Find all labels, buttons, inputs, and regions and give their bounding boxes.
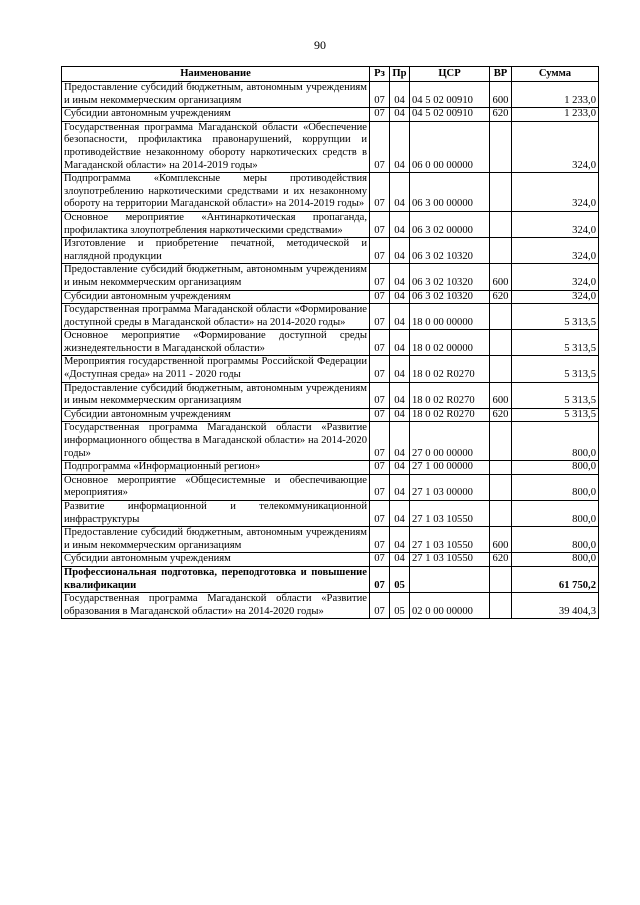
table-row: [62, 304, 599, 330]
row-vr-cell: [490, 356, 512, 382]
row-csr-cell: 18 0 00 00000: [410, 304, 490, 330]
row-csr-cell: 27 0 00 00000: [410, 422, 490, 461]
row-csr-cell: 06 0 00 00000: [410, 121, 490, 172]
row-csr-cell: 06 3 02 10320: [410, 290, 490, 304]
row-csr-cell: 04 5 02 00910: [410, 82, 490, 108]
row-rz-cell: 07: [370, 422, 390, 461]
row-csr-cell: 18 0 02 R0270: [410, 356, 490, 382]
row-pr-cell: 04: [390, 330, 410, 356]
row-rz-cell: 07: [370, 82, 390, 108]
table-row: [62, 527, 599, 553]
row-rz-cell: 07: [370, 356, 390, 382]
row-pr-cell: 04: [390, 527, 410, 553]
row-csr-cell: 27 1 03 00000: [410, 474, 490, 500]
table-row: [62, 593, 599, 619]
row-pr-cell: 04: [390, 382, 410, 408]
row-sum-cell: 800,0: [512, 527, 599, 553]
row-sum-cell: 5 313,5: [512, 356, 599, 382]
row-rz-cell: 07: [370, 304, 390, 330]
table-row: [62, 422, 599, 461]
row-rz-cell: 07: [370, 238, 390, 264]
header-rz: Рз: [370, 67, 390, 82]
row-name-cell: Подпрограмма «Комплексные меры противодействия злоупотреблению наркотическими средствами и их незаконному обороту на территории Магаданской области» на 2014-2019 годы»: [62, 173, 370, 212]
table-row: [62, 566, 599, 592]
row-vr-cell: [490, 173, 512, 212]
row-sum-cell: 800,0: [512, 553, 599, 567]
row-vr-cell: [490, 501, 512, 527]
row-sum-cell: 324,0: [512, 290, 599, 304]
row-rz-cell: 07: [370, 408, 390, 422]
row-rz-cell: 07: [370, 474, 390, 500]
row-rz-cell: 07: [370, 108, 390, 122]
row-pr-cell: 05: [390, 566, 410, 592]
row-sum-cell: 39 404,3: [512, 593, 599, 619]
table-row: [62, 382, 599, 408]
row-name-cell: Предоставление субсидий бюджетным, автономным учреждениям и иным некоммерческим организациям: [62, 82, 370, 108]
table-row: [62, 290, 599, 304]
table-row: [62, 82, 599, 108]
row-vr-cell: 600: [490, 527, 512, 553]
row-name-cell: Субсидии автономным учреждениям: [62, 108, 370, 122]
row-rz-cell: 07: [370, 264, 390, 290]
row-sum-cell: 61 750,2: [512, 566, 599, 592]
row-csr-cell: 18 0 02 R0270: [410, 382, 490, 408]
row-vr-cell: 620: [490, 108, 512, 122]
table-row: [62, 108, 599, 122]
row-name-cell: Развитие информационной и телекоммуникационной инфраструктуры: [62, 501, 370, 527]
row-name-cell: Государственная программа Магаданской области «Развитие образования в Магаданской области» на 2014-2020 годы»: [62, 593, 370, 619]
row-sum-cell: 5 313,5: [512, 304, 599, 330]
row-csr-cell: [410, 566, 490, 592]
row-pr-cell: 04: [390, 356, 410, 382]
row-rz-cell: 07: [370, 501, 390, 527]
row-pr-cell: 04: [390, 82, 410, 108]
row-vr-cell: 620: [490, 290, 512, 304]
row-csr-cell: 27 1 03 10550: [410, 501, 490, 527]
row-pr-cell: 04: [390, 264, 410, 290]
row-rz-cell: 07: [370, 211, 390, 237]
row-rz-cell: 07: [370, 527, 390, 553]
row-pr-cell: 04: [390, 238, 410, 264]
row-name-cell: Предоставление субсидий бюджетным, автономным учреждениям и иным некоммерческим организациям: [62, 264, 370, 290]
row-name-cell: Предоставление субсидий бюджетным, автономным учреждениям и иным некоммерческим организациям: [62, 527, 370, 553]
row-vr-cell: 600: [490, 264, 512, 290]
row-vr-cell: [490, 238, 512, 264]
row-pr-cell: 04: [390, 408, 410, 422]
table-row: [62, 461, 599, 475]
row-csr-cell: 06 3 00 00000: [410, 173, 490, 212]
row-vr-cell: 600: [490, 82, 512, 108]
table-row: [62, 408, 599, 422]
row-vr-cell: [490, 121, 512, 172]
row-sum-cell: 800,0: [512, 474, 599, 500]
row-pr-cell: 04: [390, 501, 410, 527]
row-csr-cell: 06 3 02 10320: [410, 264, 490, 290]
row-vr-cell: [490, 566, 512, 592]
row-csr-cell: 27 1 00 00000: [410, 461, 490, 475]
page-number: 90: [314, 38, 326, 52]
row-name-cell: Основное мероприятие «Антинаркотическая пропаганда, профилактика злоупотребления наркотическими средствами»: [62, 211, 370, 237]
row-name-cell: Изготовление и приобретение печатной, методической и наглядной продукции: [62, 238, 370, 264]
row-pr-cell: 04: [390, 173, 410, 212]
row-csr-cell: 06 3 02 00000: [410, 211, 490, 237]
row-pr-cell: 04: [390, 553, 410, 567]
row-name-cell: Подпрограмма «Информационный регион»: [62, 461, 370, 475]
row-sum-cell: 1 233,0: [512, 108, 599, 122]
row-vr-cell: 620: [490, 408, 512, 422]
row-sum-cell: 324,0: [512, 211, 599, 237]
row-pr-cell: 04: [390, 290, 410, 304]
row-csr-cell: 27 1 03 10550: [410, 527, 490, 553]
row-csr-cell: 18 0 02 R0270: [410, 408, 490, 422]
table-row: [62, 238, 599, 264]
row-vr-cell: [490, 461, 512, 475]
row-name-cell: Основное мероприятие «Общесистемные и обеспечивающие мероприятия»: [62, 474, 370, 500]
row-pr-cell: 04: [390, 108, 410, 122]
row-vr-cell: [490, 422, 512, 461]
row-pr-cell: 05: [390, 593, 410, 619]
header-sum: Сумма: [512, 67, 599, 82]
row-rz-cell: 07: [370, 330, 390, 356]
row-name-cell: Предоставление субсидий бюджетным, автономным учреждениям и иным некоммерческим организациям: [62, 382, 370, 408]
row-csr-cell: 02 0 00 00000: [410, 593, 490, 619]
row-rz-cell: 07: [370, 290, 390, 304]
row-sum-cell: 800,0: [512, 461, 599, 475]
table-row: [62, 501, 599, 527]
row-rz-cell: 07: [370, 382, 390, 408]
row-vr-cell: [490, 304, 512, 330]
row-sum-cell: 800,0: [512, 422, 599, 461]
table-row: [62, 356, 599, 382]
row-sum-cell: 324,0: [512, 121, 599, 172]
row-pr-cell: 04: [390, 422, 410, 461]
row-name-cell: Профессиональная подготовка, переподготовка и повышение квалификации: [62, 566, 370, 592]
header-vr: ВР: [490, 67, 512, 82]
header-name: Наименование: [62, 67, 370, 82]
row-vr-cell: 620: [490, 553, 512, 567]
row-sum-cell: 800,0: [512, 501, 599, 527]
row-sum-cell: 324,0: [512, 238, 599, 264]
row-sum-cell: 1 233,0: [512, 82, 599, 108]
row-name-cell: Государственная программа Магаданской области «Обеспечение безопасности, профилактика правонарушений, коррупции и противодействие незаконному обороту наркотических средств в Магаданской области» на 2014-2019 годы»: [62, 121, 370, 172]
row-name-cell: Основное мероприятие «Формирование доступной среды жизнедеятельности в Магаданской области»: [62, 330, 370, 356]
row-sum-cell: 324,0: [512, 173, 599, 212]
row-rz-cell: 07: [370, 566, 390, 592]
row-sum-cell: 5 313,5: [512, 330, 599, 356]
row-sum-cell: 5 313,5: [512, 408, 599, 422]
budget-table: [61, 66, 599, 619]
row-csr-cell: 06 3 02 10320: [410, 238, 490, 264]
table-row: [62, 264, 599, 290]
row-csr-cell: 04 5 02 00910: [410, 108, 490, 122]
row-pr-cell: 04: [390, 474, 410, 500]
row-vr-cell: [490, 593, 512, 619]
row-rz-cell: 07: [370, 553, 390, 567]
row-pr-cell: 04: [390, 304, 410, 330]
row-csr-cell: 27 1 03 10550: [410, 553, 490, 567]
row-vr-cell: [490, 474, 512, 500]
table-row: [62, 553, 599, 567]
header-pr: Пр: [390, 67, 410, 82]
row-rz-cell: 07: [370, 461, 390, 475]
table-row: [62, 474, 599, 500]
row-name-cell: Мероприятия государственной программы Российской Федерации «Доступная среда» на 2011 - 2020 годы: [62, 356, 370, 382]
row-vr-cell: [490, 211, 512, 237]
row-name-cell: Субсидии автономным учреждениям: [62, 290, 370, 304]
row-sum-cell: 324,0: [512, 264, 599, 290]
row-rz-cell: 07: [370, 593, 390, 619]
row-vr-cell: [490, 330, 512, 356]
row-name-cell: Субсидии автономным учреждениям: [62, 553, 370, 567]
row-rz-cell: 07: [370, 121, 390, 172]
table-header-row: [62, 67, 599, 82]
row-name-cell: Государственная программа Магаданской области «Развитие информационного общества в Магаданской области» на 2014-2020 годы»: [62, 422, 370, 461]
row-name-cell: Субсидии автономным учреждениям: [62, 408, 370, 422]
row-rz-cell: 07: [370, 173, 390, 212]
row-pr-cell: 04: [390, 211, 410, 237]
row-sum-cell: 5 313,5: [512, 382, 599, 408]
table-row: [62, 330, 599, 356]
row-pr-cell: 04: [390, 121, 410, 172]
table-row: [62, 121, 599, 172]
table-row: [62, 211, 599, 237]
row-csr-cell: 18 0 02 00000: [410, 330, 490, 356]
row-name-cell: Государственная программа Магаданской области «Формирование доступной среды в Магаданской области» на 2014-2020 годы»: [62, 304, 370, 330]
row-vr-cell: 600: [490, 382, 512, 408]
header-csr: ЦСР: [410, 67, 490, 82]
table-row: [62, 173, 599, 212]
row-pr-cell: 04: [390, 461, 410, 475]
